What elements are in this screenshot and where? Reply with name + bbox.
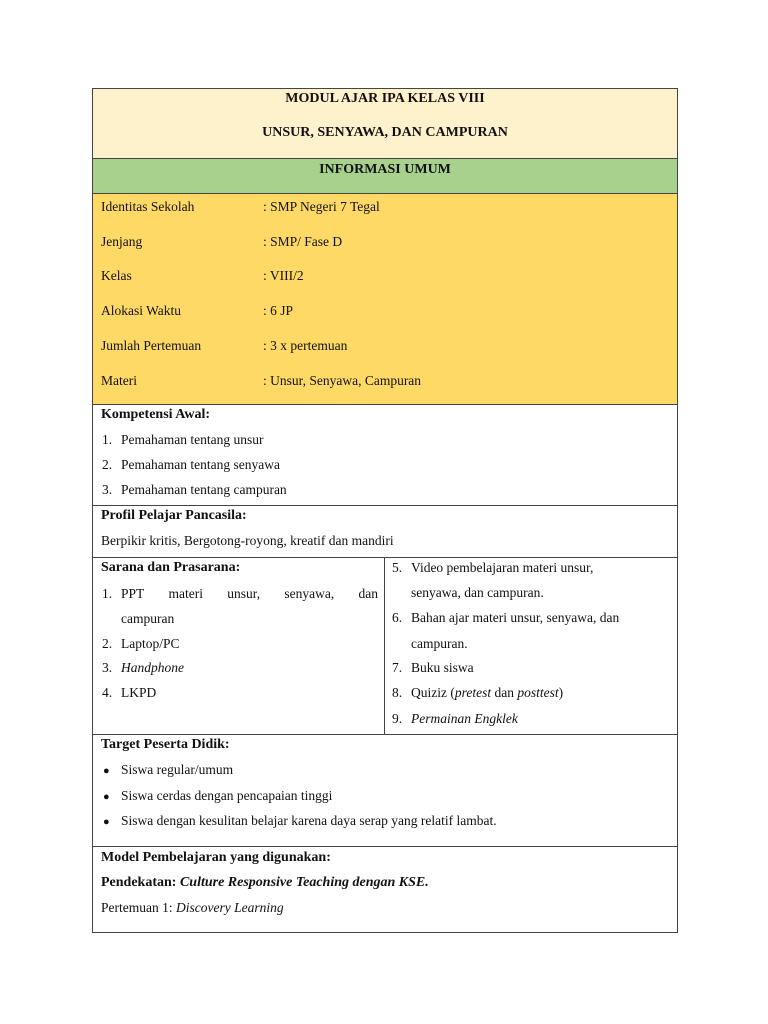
sarana-item: Buku siswa [411,660,474,675]
sarana-item: Bahan ajar materi unsur, senyawa, dan [411,610,620,625]
model-section [93,847,677,933]
info-value: : Unsur, Senyawa, Campuran [263,373,422,388]
target-item: Siswa cerdas dengan pencapaian tinggi [121,788,333,803]
target-heading: Target Peserta Didik: [101,737,230,752]
kompetensi-item: Pemahaman tentang senyawa [121,457,280,472]
column-divider [384,558,385,734]
model-heading: Model Pembelajaran yang digunakan: [101,850,331,865]
kompetensi-heading: Kompetensi Awal: [101,407,211,422]
title-section [93,89,677,159]
info-label: Materi [101,373,137,388]
pendekatan-label: Pendekatan: [101,875,177,890]
text: pretest [454,685,492,700]
text: ) [558,685,564,700]
list-number: 1. [102,586,113,601]
list-number: 2. [102,457,113,472]
bullet-icon: ● [103,765,110,777]
info-value: : SMP/ Fase D [263,234,343,249]
pendekatan-line [101,875,429,891]
sarana-item: LKPD [121,685,157,700]
kompetensi-item: Pemahaman tentang campuran [121,482,287,497]
sarana-item-quiziz [411,685,563,701]
pendekatan-value: Culture Responsive Teaching dengan KSE. [179,875,429,890]
sarana-item: Laptop/PC [121,636,180,651]
list-number: 4. [102,685,113,700]
word: senyawa, [284,586,335,601]
info-label: Kelas [101,268,132,283]
sarana-item: Handphone [121,660,184,675]
list-number: 8. [392,685,403,700]
list-number: 3. [102,482,113,497]
list-number: 3. [102,660,113,675]
profil-text: Berpikir kritis, Bergotong-royong, kreatif dan mandiri [101,533,394,548]
list-number: 6. [392,610,403,625]
target-section [93,735,677,847]
kompetensi-item: Pemahaman tentang unsur [121,432,264,447]
modul-table [92,88,678,933]
pertemuan-label: Pertemuan 1: [101,900,173,915]
title-line-2: UNSUR, SENYAWA, DAN CAMPURAN [262,125,508,140]
pertemuan-line [101,900,284,916]
word: materi [168,586,203,601]
info-value: : VIII/2 [263,268,304,283]
sarana-item-cont: campuran. [411,636,468,651]
pertemuan-value: Discovery Learning [175,900,284,915]
info-label: Jumlah Pertemuan [101,338,202,353]
text: posttest [517,685,559,700]
info-label: Alokasi Waktu [101,303,182,318]
info-value: : 6 JP [263,303,294,318]
word: dan [358,586,378,601]
list-number: 7. [392,660,403,675]
sarana-section [93,558,677,735]
kompetensi-section [93,405,677,506]
info-value: : SMP Negeri 7 Tegal [263,199,380,214]
info-value: : 3 x pertemuan [263,338,348,353]
bullet-icon: ● [103,816,110,828]
profil-section [93,506,677,558]
sarana-item-cont: campuran [121,611,175,626]
sarana-item: Video pembelajaran materi unsur, [411,560,594,575]
list-number: 2. [102,636,113,651]
info-label: Jenjang [101,234,143,249]
bullet-icon: ● [103,791,110,803]
target-item: Siswa regular/umum [121,762,234,777]
sarana-item: Permainan Engklek [411,711,518,726]
profil-heading: Profil Pelajar Pancasila: [101,508,247,523]
list-number: 9. [392,711,403,726]
word: PPT [121,586,145,601]
word: unsur, [227,586,261,601]
title-line-1: MODUL AJAR IPA KELAS VIII [285,91,485,106]
list-number: 5. [392,560,403,575]
sarana-heading: Sarana dan Prasarana: [101,560,241,575]
sarana-item-cont: senyawa, dan campuran. [411,585,544,600]
list-number: 1. [102,432,113,447]
info-header: INFORMASI UMUM [93,159,677,194]
info-section [93,194,677,405]
text: Quiziz ( [411,685,455,700]
target-item: Siswa dengan kesulitan belajar karena daya serap yang relatif lambat. [121,813,497,828]
sarana-item-ppt [121,586,378,602]
info-label: Identitas Sekolah [101,199,195,214]
text: dan [491,685,518,700]
